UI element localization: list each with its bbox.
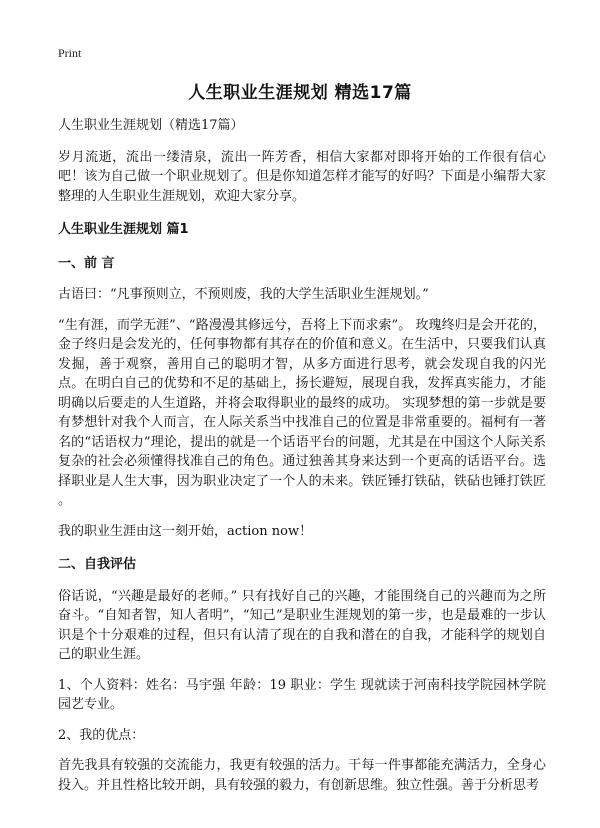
personal-info-paragraph: 1、个人资料：姓名：马宇强 年龄：19 职业：学生 现就读于河南科技学院园林学院园艺专业。 bbox=[58, 677, 546, 712]
body-paragraph-3: 俗话说，“兴趣是最好的老师。” 只有找好自己的兴趣，才能围绕自己的兴趣而为之所奋斗。“自知者智，知人者明”，“知己”是职业生涯规划的第一步，也是最难的一步认识是个十分艰难的过程，但只有认清了现在的自我和潜在的自我，才能科学的规划自己的职业生涯。 bbox=[58, 588, 546, 662]
body-paragraph-1: “生有涯，而学无涯”、“路漫漫其修远兮，吾将上下而求索”。 玫瑰终归是会开花的，金子终归是会发光的，任何事物都有其存在的价值和意义。在生活中，只要我们认真发掘，善于观察，善用自己的聪明才智，从多方面进行思考，就会发现自我的闪光点。在明白自己的优势和不足的基础上，扬长避短，展现自我，发挥真实能力，才能明确以后要走的人生道路，并将会取得职业的最终的成功。 实现梦想的第一步就是要有梦想针对我个人而言，在人际关系当中找准自己的位置是非常重要的。福柯有一著名的“话语权力”理论，提出的就是一个话语平台的问题，尤其是在中国这个人际关系复杂的社会必须懂得找准自己的角色。通过独善其身来达到一个更高的话语平台。选择职业是人生大事，因为职业决定了一个人的未来。铁匠锤打铁砧，铁砧也锤打铁匠 。 bbox=[58, 317, 546, 508]
heading-preface: 一、前 言 bbox=[58, 255, 115, 271]
quote-paragraph: 古语曰：“凡事预则立，不预则废，我的大学生活职业生涯规划。” bbox=[58, 287, 429, 302]
document-subtitle: 人生职业生涯规划（精选17篇） bbox=[58, 118, 244, 133]
document-title: 人生职业生涯规划 精选17篇 bbox=[188, 83, 412, 103]
strengths-heading: 2、我的优点： bbox=[58, 727, 145, 743]
print-label: Print bbox=[58, 46, 82, 60]
body-paragraph-2: 我的职业生涯由这一刻开始，action now！ bbox=[58, 523, 313, 539]
document-body bbox=[58, 116, 546, 806]
heading-self-assessment: 二、自我评估 bbox=[58, 557, 137, 572]
strengths-paragraph: 首先我具有较强的交流能力，我更有较强的活力。干每一件事都能充满活力，全身心投入。并且性格比较开朗，具有较强的毅力，有创新思维。独立性强。善于分析思考 bbox=[58, 758, 546, 793]
section-title: 人生职业生涯规划 篇1 bbox=[58, 222, 189, 237]
intro-paragraph: 岁月流逝，流出一缕清泉，流出一阵芳香，相信大家都对即将开始的工作很有信心吧！该为自己做一个职业规划了。但是你知道怎样才能写的好吗？下面是小编帮大家整理的人生职业生涯规划，欢迎大家分享。 bbox=[58, 149, 546, 204]
